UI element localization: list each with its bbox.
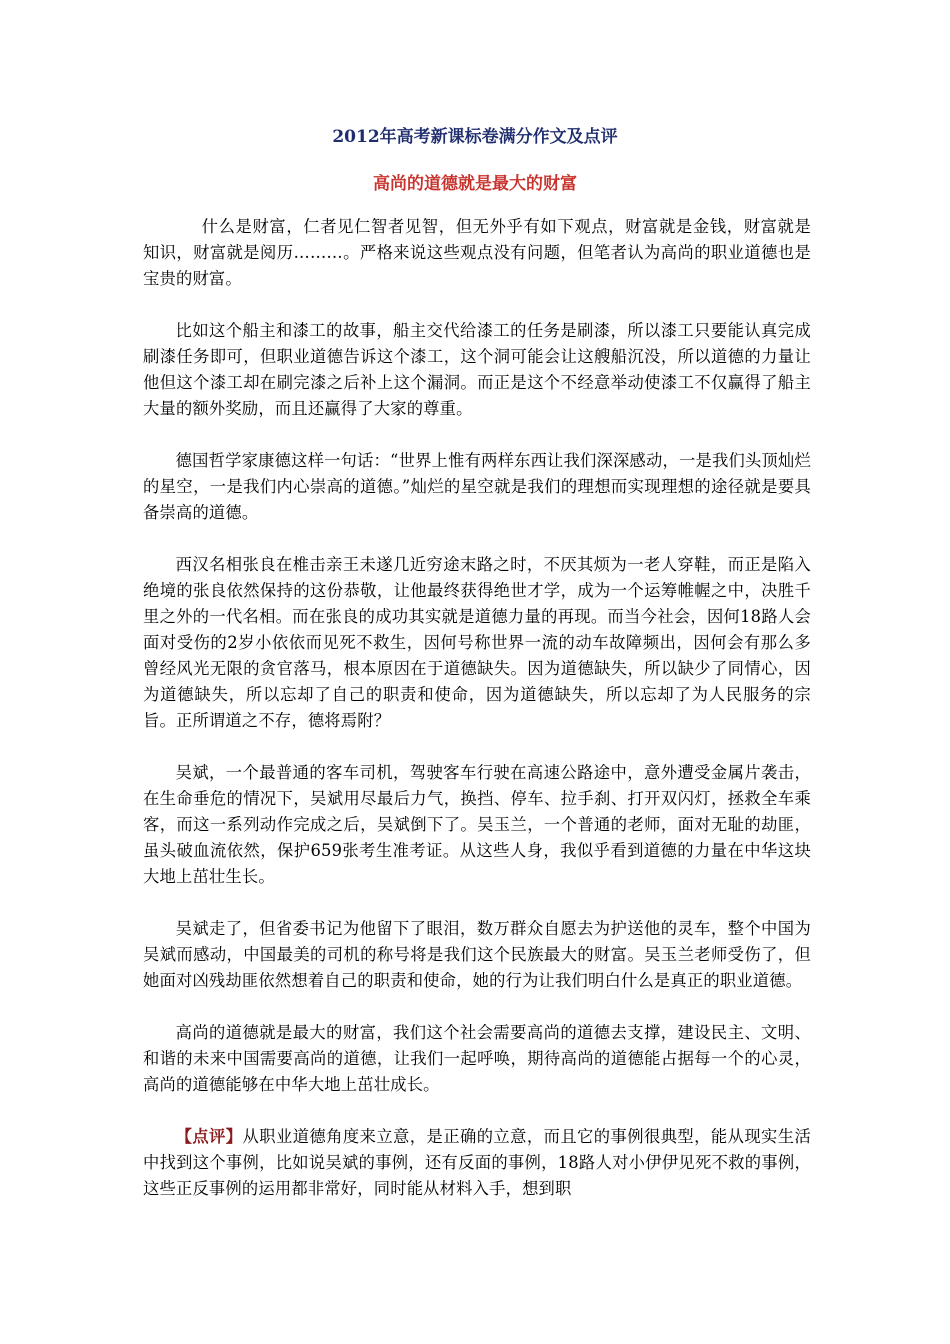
essay-paragraph: 德国哲学家康德这样一句话：“世界上惟有两样东西让我们深深感动，一是我们头顶灿烂的星空，一是我们内心崇高的道德。”灿烂的星空就是我们的理想而实现理想的途径就是要具备崇高的道德。 [143, 451, 811, 522]
essay-paragraph: 高尚的道德就是最大的财富，我们这个社会需要高尚的道德去支撑，建设民主、文明、和谐的未来中国需要高尚的道德，让我们一起呼唤，期待高尚的道德能占据每一个的心灵，高尚的道德能够在中华大地上茁壮成长。 [143, 1023, 811, 1094]
comment-paragraph [143, 1124, 811, 1202]
document-title: 2012年高考新课标卷满分作文及点评 [332, 127, 618, 147]
essay-body [143, 214, 811, 1228]
essay-paragraph: 吴斌，一个最普通的客车司机，驾驶客车行驶在高速公路途中，意外遭受金属片袭击，在生命垂危的情况下，吴斌用尽最后力气，换挡、停车、拉手刹、打开双闪灯，拯救全车乘客，而这一系列动作完成之后，吴斌倒下了。吴玉兰，一个普通的老师，面对无耻的劫匪，虽头破血流依然，保护659张考生准考证。从这些人身，我似乎看到道德的力量在中华这块大地上茁壮生长。 [143, 763, 811, 886]
essay-paragraph: 比如这个船主和漆工的故事，船主交代给漆工的任务是刷漆，所以漆工只要能认真完成刷漆任务即可，但职业道德告诉这个漆工，这个洞可能会让这艘船沉没，所以道德的力量让他但这个漆工却在刷完漆之后补上这个漏洞。而正是这个不经意举动使漆工不仅赢得了船主大量的额外奖励，而且还赢得了大家的尊重。 [143, 321, 811, 418]
comment-label: 【点评】 [175, 1127, 243, 1146]
essay-paragraph: 西汉名相张良在椎击亲王未遂几近穷途末路之时，不厌其烦为一老人穿鞋，而正是陷入绝境的张良依然保持的这份恭敬，让他最终获得绝世才学，成为一个运筹帷幄之中，决胜千里之外的一代名相。而在张良的成功其实就是道德力量的再现。而当今社会，因何18路人会面对受伤的2岁小依依而见死不救生，因何号称世界一流的动车故障频出，因何会有那么多曾经风光无限的贪官落马，根本原因在于道德缺失。因为道德缺失，所以缺少了同情心，因为道德缺失，所以忘却了自己的职责和使命，因为道德缺失，所以忘却了为人民服务的宗旨。正所谓道之不存，德将焉附？ [143, 555, 811, 730]
essay-title: 高尚的道德就是最大的财富 [373, 174, 577, 194]
comment-text: 从职业道德角度来立意，是正确的立意，而且它的事例很典型，能从现实生活中找到这个事例，比如说吴斌的事例，还有反面的事例，18路人对小伊伊见死不救的事例，这些正反事例的运用都非常好，同时能从材料入手，想到职 [143, 1127, 811, 1198]
essay-paragraph: 吴斌走了，但省委书记为他留下了眼泪，数万群众自愿去为护送他的灵车，整个中国为吴斌而感动，中国最美的司机的称号将是我们这个民族最大的财富。吴玉兰老师受伤了，但她面对凶残劫匪依然想着自己的职责和使命，她的行为让我们明白什么是真正的职业道德。 [143, 919, 811, 990]
essay-paragraph: 什么是财富，仁者见仁智者见智，但无外乎有如下观点，财富就是金钱，财富就是知识，财富就是阅历………。严格来说这些观点没有问题，但笔者认为高尚的职业道德也是宝贵的财富。 [143, 217, 811, 288]
